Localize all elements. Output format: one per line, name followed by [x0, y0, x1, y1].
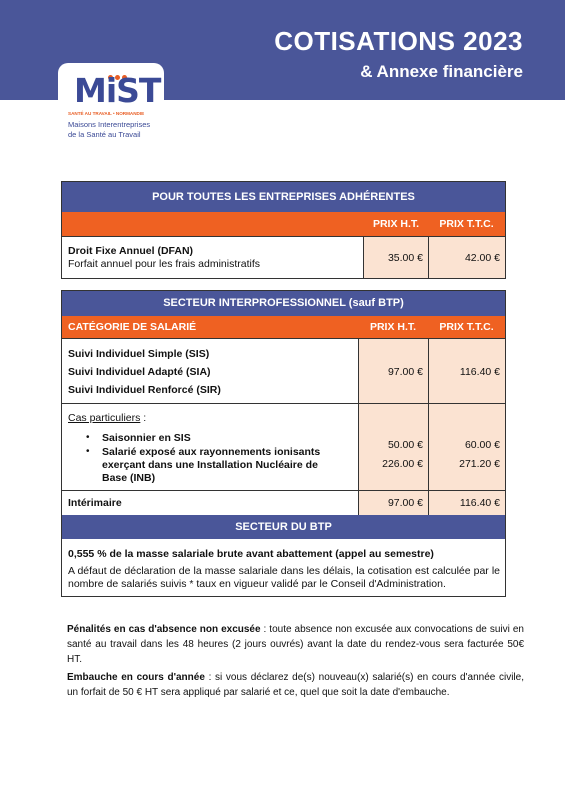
- table-all-companies: [61, 181, 506, 279]
- logo-line-2: de la Santé au Travail: [68, 130, 141, 139]
- dfan-price-ht: [364, 237, 428, 278]
- cas-particuliers-label: [68, 412, 348, 424]
- divider: [358, 338, 359, 515]
- hiring-note-title: Embauche en cours d'année: [67, 672, 205, 683]
- mist-logo: [58, 63, 164, 153]
- cas2-price-ttc: 271.20 €: [459, 458, 500, 470]
- interimaire-label: Intérimaire: [68, 497, 122, 509]
- penalty-note: [67, 622, 524, 667]
- table2-heading: SECTEUR INTERPROFESSIONNEL (sauf BTP): [62, 291, 505, 316]
- cas-label: Cas particuliers: [68, 412, 141, 424]
- logo-line-1: Maisons Interentreprises: [68, 120, 151, 129]
- suivi-sir: Suivi Individuel Renforcé (SIR): [68, 384, 221, 396]
- cas1-price-ht: 50.00 €: [387, 439, 423, 451]
- dfan-price-ttc: [429, 237, 505, 278]
- cas-price-ht: [359, 404, 428, 490]
- cas2-price-ht: 226.00 €: [382, 458, 423, 470]
- suivi-price-ttc-value: 116.40 €: [459, 366, 500, 378]
- table2-col-ttc: PRIX T.T.C.: [428, 316, 505, 338]
- table2-col-ht: PRIX H.T.: [358, 316, 428, 338]
- bullet-icon: •: [86, 432, 90, 443]
- table2-col-category: CATÉGORIE DE SALARIÉ: [68, 316, 318, 338]
- page-title: COTISATIONS 2023: [274, 26, 523, 56]
- hiring-note: [67, 670, 524, 700]
- table1-col-ttc: PRIX T.T.C.: [428, 212, 505, 236]
- interim-price-ht-value: 97.00 €: [387, 497, 423, 509]
- cas-saisonnier: Saisonnier en SIS: [102, 432, 191, 444]
- interim-price-ttc: [429, 491, 505, 515]
- dfan-description: Forfait annuel pour les frais administratifs: [68, 258, 260, 270]
- btp-rate: 0,555 % de la masse salariale brute avant abattement (appel au semestre): [68, 548, 434, 560]
- cas-price-ttc: [429, 404, 505, 490]
- cas-inb: Salarié exposé aux rayonnements ionisants exerçant dans une Installation Nucléaire de Base (INB): [102, 446, 321, 484]
- table-interprofessional: [61, 290, 506, 597]
- penalty-note-text: : toute absence non excusée aux convocations de suivi en santé au travail dans les 48 heures (2 jours ouvrés) avant la date du rendez-vous sera facturée 50€ HT.: [67, 624, 524, 665]
- interim-price-ht: [359, 491, 428, 515]
- suivi-sia: Suivi Individuel Adapté (SIA): [68, 366, 211, 378]
- dfan-price-ht-value: 35.00 €: [387, 252, 423, 264]
- logo-tagline: SANTÉ AU TRAVAIL • NORMANDIE: [68, 111, 145, 116]
- table1-heading: POUR TOUTES LES ENTREPRISES ADHÉRENTES: [62, 182, 505, 212]
- dfan-price-ttc-value: 42.00 €: [464, 252, 500, 264]
- cas1-price-ttc: 60.00 €: [464, 439, 500, 451]
- interim-price-ttc-value: 116.40 €: [459, 497, 500, 509]
- cas-colon: :: [140, 412, 147, 424]
- bullet-icon: •: [86, 446, 90, 457]
- btp-description: A défaut de déclaration de la masse salariale dans les délais, la cotisation est calculée par le nombre de salariés suivis * taux en vigueur validé par le Conseil d'Administration.: [68, 565, 500, 590]
- table1-col-ht: PRIX H.T.: [364, 212, 428, 236]
- hiring-note-text: : si vous déclarez de(s) nouveau(x) salarié(s) en cours d'année civile, un forfait de 50 € HT sera appliqué par salarié et ce, quel que soit la date d'embauche.: [67, 672, 524, 698]
- page-subtitle: & Annexe financière: [360, 62, 523, 81]
- divider: [428, 338, 429, 515]
- btp-heading: SECTEUR DU BTP: [62, 515, 505, 539]
- dfan-title: Droit Fixe Annuel (DFAN): [68, 245, 194, 257]
- penalty-note-title: Pénalités en cas d'absence non excusée: [67, 624, 261, 635]
- suivi-price-ttc: [429, 339, 505, 403]
- suivi-price-ht: [359, 339, 428, 403]
- divider: [428, 236, 429, 278]
- divider: [363, 236, 364, 278]
- suivi-sis: Suivi Individuel Simple (SIS): [68, 348, 210, 360]
- suivi-price-ht-value: 97.00 €: [387, 366, 423, 378]
- logo-word: MiST: [74, 71, 161, 110]
